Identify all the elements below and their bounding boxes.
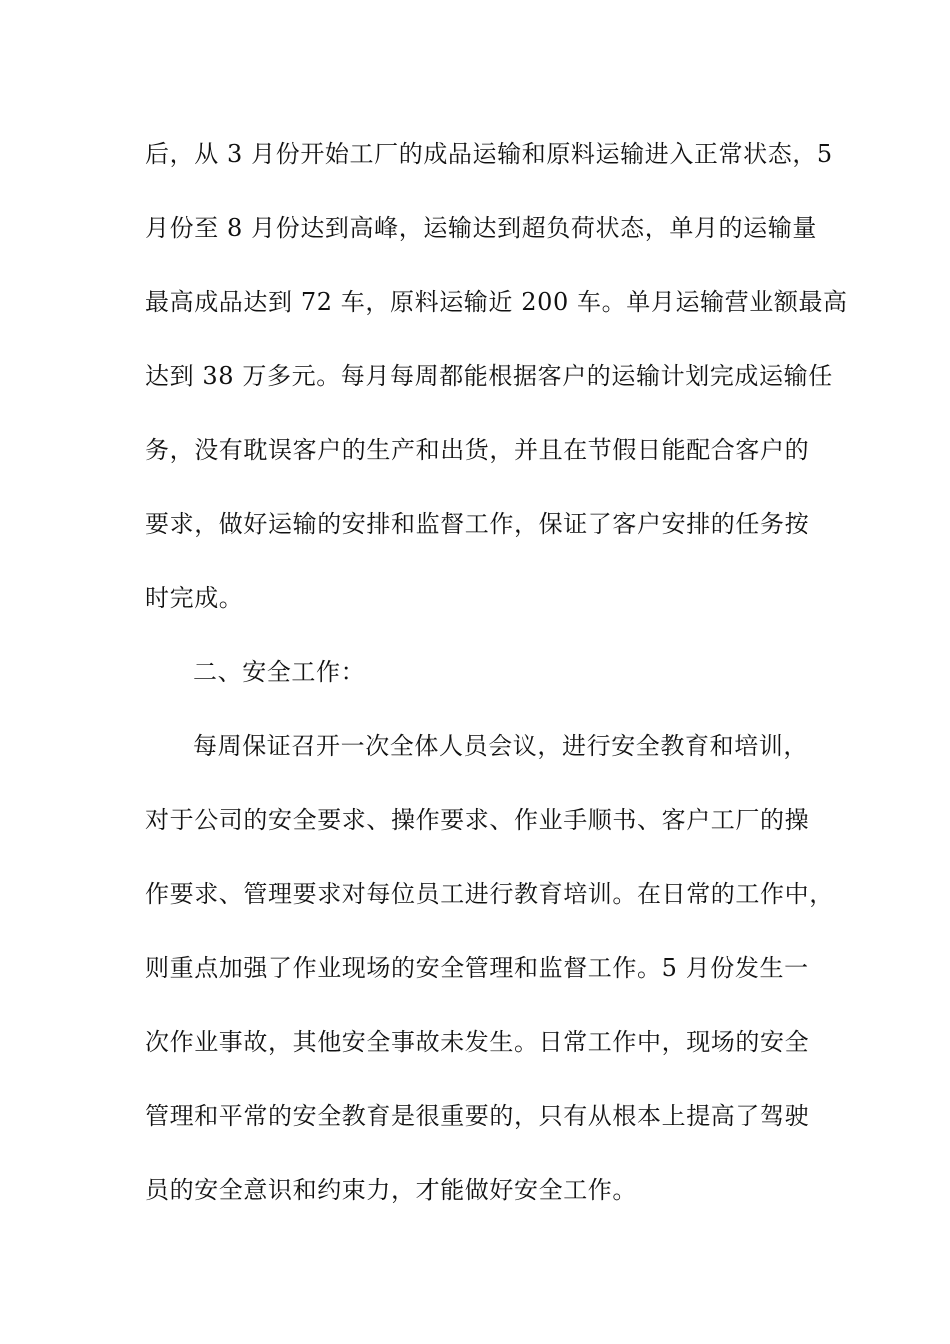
paragraph-line: 达到 38 万多元。每月每周都能根据客户的运输计划完成运输任 — [145, 362, 833, 390]
paragraph-line: 要求，做好运输的安排和监督工作，保证了客户安排的任务按 — [145, 510, 810, 538]
paragraph-line: 次作业事故，其他安全事故未发生。日常工作中，现场的安全 — [145, 1028, 810, 1056]
paragraph-line: 后，从 3 月份开始工厂的成品运输和原料运输进入正常状态，5 — [145, 140, 833, 168]
paragraph-line: 最高成品达到 72 车，原料运输近 200 车。单月运输营业额最高 — [145, 288, 848, 316]
section-heading: 二、安全工作： — [193, 658, 366, 686]
paragraph-line: 时完成。 — [145, 584, 244, 612]
paragraph-line: 每周保证召开一次全体人员会议，进行安全教育和培训， — [193, 732, 808, 760]
paragraph-line: 则重点加强了作业现场的安全管理和监督工作。5 月份发生一 — [145, 954, 809, 982]
paragraph-line: 员的安全意识和约束力，才能做好安全工作。 — [145, 1176, 637, 1204]
paragraph-line: 管理和平常的安全教育是很重要的，只有从根本上提高了驾驶 — [145, 1102, 810, 1130]
paragraph-line: 月份至 8 月份达到高峰，运输达到超负荷状态，单月的运输量 — [145, 214, 817, 242]
paragraph-line: 务，没有耽误客户的生产和出货，并且在节假日能配合客户的 — [145, 436, 810, 464]
paragraph-line: 作要求、管理要求对每位员工进行教育培训。在日常的工作中， — [145, 880, 834, 908]
paragraph-line: 对于公司的安全要求、操作要求、作业手顺书、客户工厂的操 — [145, 806, 810, 834]
